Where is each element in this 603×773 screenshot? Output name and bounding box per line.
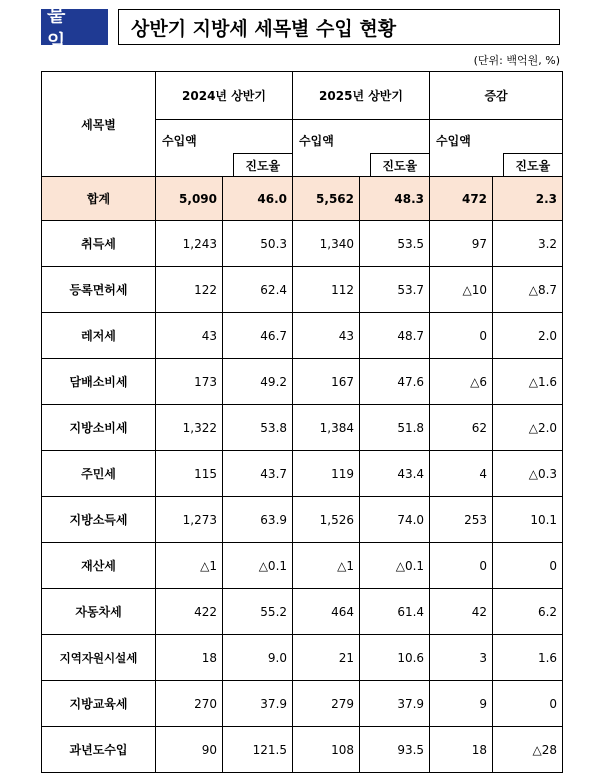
cell-amount-change: 0: [430, 543, 493, 589]
cell-rate-2024: 55.2: [223, 589, 293, 635]
cell-rate-2024: 46.7: [223, 313, 293, 359]
table-row: [42, 313, 563, 359]
page-title: 상반기 지방세 세목별 수입 현황: [118, 9, 560, 45]
cell-amount-2025: 119: [293, 451, 360, 497]
cell-rate-change: 2.3: [493, 177, 563, 221]
row-name: 주민세: [42, 451, 156, 497]
cell-rate-2025: 48.3: [360, 177, 430, 221]
cell-rate-change: 6.2: [493, 589, 563, 635]
header-year1: 2024년 상반기: [156, 72, 293, 120]
cell-rate-change: △8.7: [493, 267, 563, 313]
cell-amount-2025: 279: [293, 681, 360, 727]
cell-amount-2024: 122: [156, 267, 223, 313]
tax-revenue-table: [41, 71, 563, 773]
cell-amount-change: △10: [430, 267, 493, 313]
cell-amount-change: 18: [430, 727, 493, 773]
cell-rate-2025: 48.7: [360, 313, 430, 359]
header-rate-3: 진도율: [503, 153, 563, 176]
row-name: 레저세: [42, 313, 156, 359]
cell-amount-change: 0: [430, 313, 493, 359]
table-row: [42, 635, 563, 681]
cell-rate-2025: △0.1: [360, 543, 430, 589]
table-row: [42, 681, 563, 727]
row-name: 과년도수입: [42, 727, 156, 773]
table-row-total: [42, 177, 563, 221]
cell-amount-2025: 21: [293, 635, 360, 681]
cell-rate-change: 3.2: [493, 221, 563, 267]
cell-amount-2024: 5,090: [156, 177, 223, 221]
header-rate-1: 진도율: [233, 153, 293, 176]
cell-amount-change: 4: [430, 451, 493, 497]
table-row: [42, 543, 563, 589]
row-name: 자동차세: [42, 589, 156, 635]
table-row: [42, 221, 563, 267]
cell-amount-change: 62: [430, 405, 493, 451]
cell-rate-change: 1.6: [493, 635, 563, 681]
header-year2: 2025년 상반기: [293, 72, 430, 120]
cell-amount-change: 472: [430, 177, 493, 221]
table-row: [42, 267, 563, 313]
cell-rate-2024: 9.0: [223, 635, 293, 681]
cell-amount-2024: 18: [156, 635, 223, 681]
cell-rate-2024: 49.2: [223, 359, 293, 405]
table-row: [42, 359, 563, 405]
cell-rate-2025: 53.7: [360, 267, 430, 313]
cell-amount-change: 42: [430, 589, 493, 635]
cell-rate-change: 0: [493, 543, 563, 589]
cell-amount-2024: 173: [156, 359, 223, 405]
cell-amount-2025: 108: [293, 727, 360, 773]
header-row-top: [42, 72, 563, 120]
cell-amount-2024: 90: [156, 727, 223, 773]
cell-amount-2024: 1,243: [156, 221, 223, 267]
cell-rate-2025: 47.6: [360, 359, 430, 405]
table-row: [42, 497, 563, 543]
cell-rate-2024: 46.0: [223, 177, 293, 221]
header-rate-3-cell: [493, 120, 563, 177]
cell-amount-2025: 1,340: [293, 221, 360, 267]
unit-note: (단위: 백억원, %): [473, 54, 560, 67]
row-name: 지방교육세: [42, 681, 156, 727]
row-name: 지방소비세: [42, 405, 156, 451]
cell-amount-2025: 1,526: [293, 497, 360, 543]
row-name: 지방소득세: [42, 497, 156, 543]
cell-rate-2024: 50.3: [223, 221, 293, 267]
header-change: 증감: [430, 72, 563, 120]
cell-rate-change: 2.0: [493, 313, 563, 359]
cell-rate-2025: 51.8: [360, 405, 430, 451]
cell-amount-2025: 5,562: [293, 177, 360, 221]
cell-amount-2025: 112: [293, 267, 360, 313]
cell-rate-2025: 43.4: [360, 451, 430, 497]
table-row: [42, 405, 563, 451]
cell-rate-2024: 37.9: [223, 681, 293, 727]
header-rate-1-cell: [223, 120, 293, 177]
row-name: 합계: [42, 177, 156, 221]
title-row: [41, 4, 560, 53]
cell-amount-change: 9: [430, 681, 493, 727]
cell-rate-2024: 53.8: [223, 405, 293, 451]
header-amount-1: 수입액: [156, 120, 223, 177]
cell-amount-2025: 1,384: [293, 405, 360, 451]
cell-amount-2025: 464: [293, 589, 360, 635]
header-rate-2-cell: [360, 120, 430, 177]
cell-rate-change: △28: [493, 727, 563, 773]
cell-amount-2025: △1: [293, 543, 360, 589]
cell-amount-2025: 167: [293, 359, 360, 405]
cell-amount-change: △6: [430, 359, 493, 405]
row-name: 재산세: [42, 543, 156, 589]
cell-rate-change: △2.0: [493, 405, 563, 451]
cell-rate-2025: 10.6: [360, 635, 430, 681]
attachment-badge: 붙 임: [41, 9, 108, 45]
header-category: 세목별: [42, 72, 156, 177]
cell-rate-2025: 74.0: [360, 497, 430, 543]
cell-rate-2024: 62.4: [223, 267, 293, 313]
cell-amount-2024: 43: [156, 313, 223, 359]
row-name: 지역자원시설세: [42, 635, 156, 681]
row-name: 등록면허세: [42, 267, 156, 313]
cell-rate-2025: 61.4: [360, 589, 430, 635]
table-row: [42, 451, 563, 497]
cell-rate-2025: 53.5: [360, 221, 430, 267]
cell-amount-2024: 270: [156, 681, 223, 727]
cell-rate-change: 10.1: [493, 497, 563, 543]
cell-rate-change: △0.3: [493, 451, 563, 497]
cell-rate-change: △1.6: [493, 359, 563, 405]
cell-rate-2024: △0.1: [223, 543, 293, 589]
header-rate-2: 진도율: [370, 153, 430, 176]
cell-amount-2024: 115: [156, 451, 223, 497]
cell-rate-2024: 121.5: [223, 727, 293, 773]
row-name: 취득세: [42, 221, 156, 267]
cell-amount-change: 3: [430, 635, 493, 681]
cell-amount-change: 97: [430, 221, 493, 267]
cell-amount-2024: 1,273: [156, 497, 223, 543]
cell-amount-2024: △1: [156, 543, 223, 589]
cell-rate-change: 0: [493, 681, 563, 727]
cell-rate-2024: 63.9: [223, 497, 293, 543]
cell-rate-2025: 93.5: [360, 727, 430, 773]
cell-rate-2025: 37.9: [360, 681, 430, 727]
table-row: [42, 727, 563, 773]
cell-rate-2024: 43.7: [223, 451, 293, 497]
table-row: [42, 589, 563, 635]
cell-amount-change: 253: [430, 497, 493, 543]
cell-amount-2024: 1,322: [156, 405, 223, 451]
row-name: 담배소비세: [42, 359, 156, 405]
header-amount-2: 수입액: [293, 120, 360, 177]
cell-amount-2024: 422: [156, 589, 223, 635]
header-amount-3: 수입액: [430, 120, 493, 177]
cell-amount-2025: 43: [293, 313, 360, 359]
